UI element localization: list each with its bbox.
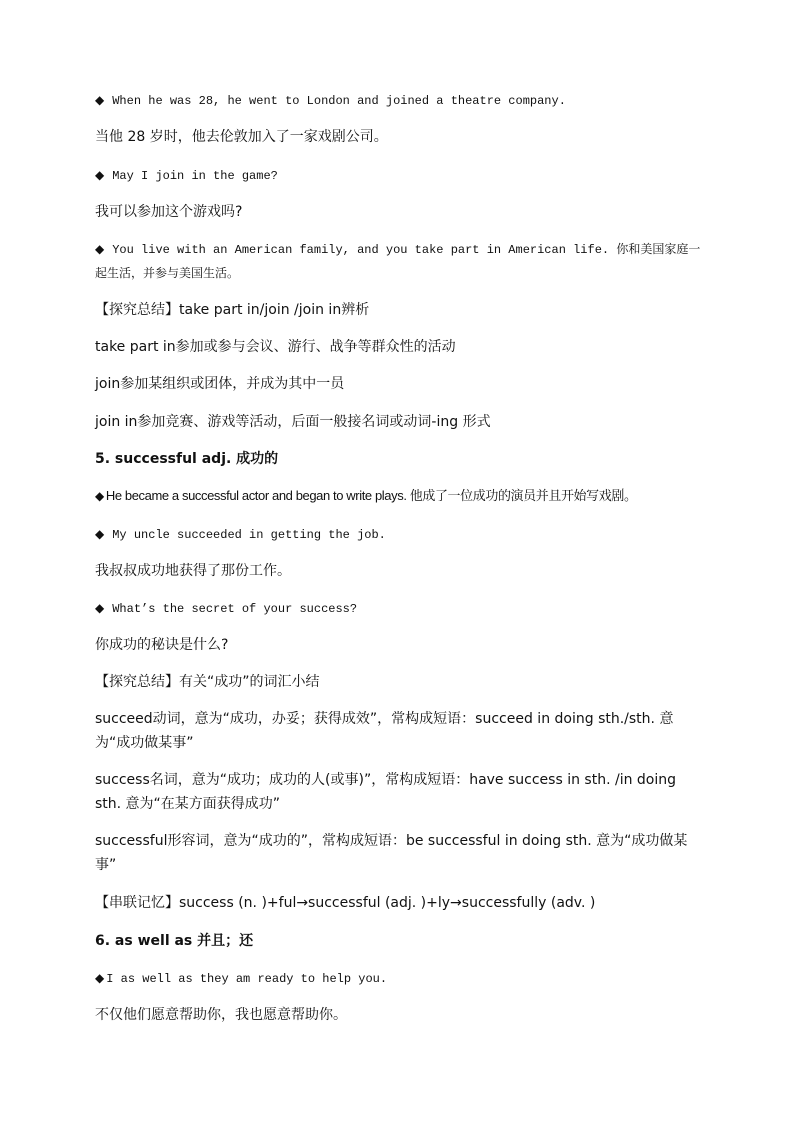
example-sentence: ◆ I as well as they am ready to help you. <box>95 971 388 986</box>
example-sentence: ◆ He became a successful actor and began to write plays. 他成了一位成功的演员并且开始写戏剧。 <box>95 488 637 503</box>
summary-item: succeed动词，意为“成功，办妥；获得成效”，常构成短语：succeed in doing sth./sth. 意为“成功做某事” <box>95 711 674 751</box>
translation: 不仅他们愿意帮助你，我也愿意帮助你。 <box>95 1007 347 1023</box>
summary-item: join参加某组织或团体，并成为其中一员 <box>95 376 345 392</box>
example-sentence: ◆ May I join in the game? <box>95 168 278 183</box>
example-sentence: ◆ When he was 28, he went to London and joined a theatre company. <box>95 93 566 108</box>
diamond-bullet-icon: ◆ <box>95 601 105 615</box>
summary-heading: 【探究总结】有关“成功”的词汇小结 <box>95 674 320 690</box>
memory-chain: 【串联记忆】success (n. )+ful→successful (adj. )+ly→successfully (adv. ) <box>95 895 596 911</box>
diamond-bullet-icon: ◆ <box>95 971 105 985</box>
example-sentence: ◆ You live with an American family, and you take part in American life. 你和美国家庭一起生活，并参与美国生活。 <box>95 242 701 281</box>
summary-heading: 【探究总结】take part in/join /join in辨析 <box>95 302 370 318</box>
summary-item: success名词，意为“成功；成功的人(或事)”，常构成短语：have success in sth. /in doing sth. 意为“在某方面获得成功” <box>95 772 677 812</box>
translation: 当他 28 岁时，他去伦敦加入了一家戏剧公司。 <box>95 129 388 145</box>
diamond-bullet-icon: ◆ <box>95 168 105 182</box>
summary-item: successful形容词，意为“成功的”，常构成短语：be successful in doing sth. 意为“成功做某事” <box>95 833 688 873</box>
example-sentence: ◆ My uncle succeeded in getting the job. <box>95 527 386 542</box>
diamond-bullet-icon: ◆ <box>95 93 105 107</box>
example-sentence: ◆ What’s the secret of your success? <box>95 601 358 616</box>
summary-item: join in参加竞赛、游戏等活动，后面一般接名词或动词-ing 形式 <box>95 414 491 430</box>
translation: 你成功的秘诀是什么? <box>95 637 229 653</box>
section-heading-6: 6. as well as 并且；还 <box>95 933 254 949</box>
summary-item: take part in参加或参与会议、游行、战争等群众性的活动 <box>95 339 456 355</box>
diamond-bullet-icon: ◆ <box>95 242 105 256</box>
section-heading-5: 5. successful adj. 成功的 <box>95 451 279 467</box>
diamond-bullet-icon: ◆ <box>95 527 105 541</box>
diamond-bullet-icon: ◆ <box>95 489 104 503</box>
translation: 我可以参加这个游戏吗? <box>95 204 243 220</box>
translation: 我叔叔成功地获得了那份工作。 <box>95 563 291 579</box>
